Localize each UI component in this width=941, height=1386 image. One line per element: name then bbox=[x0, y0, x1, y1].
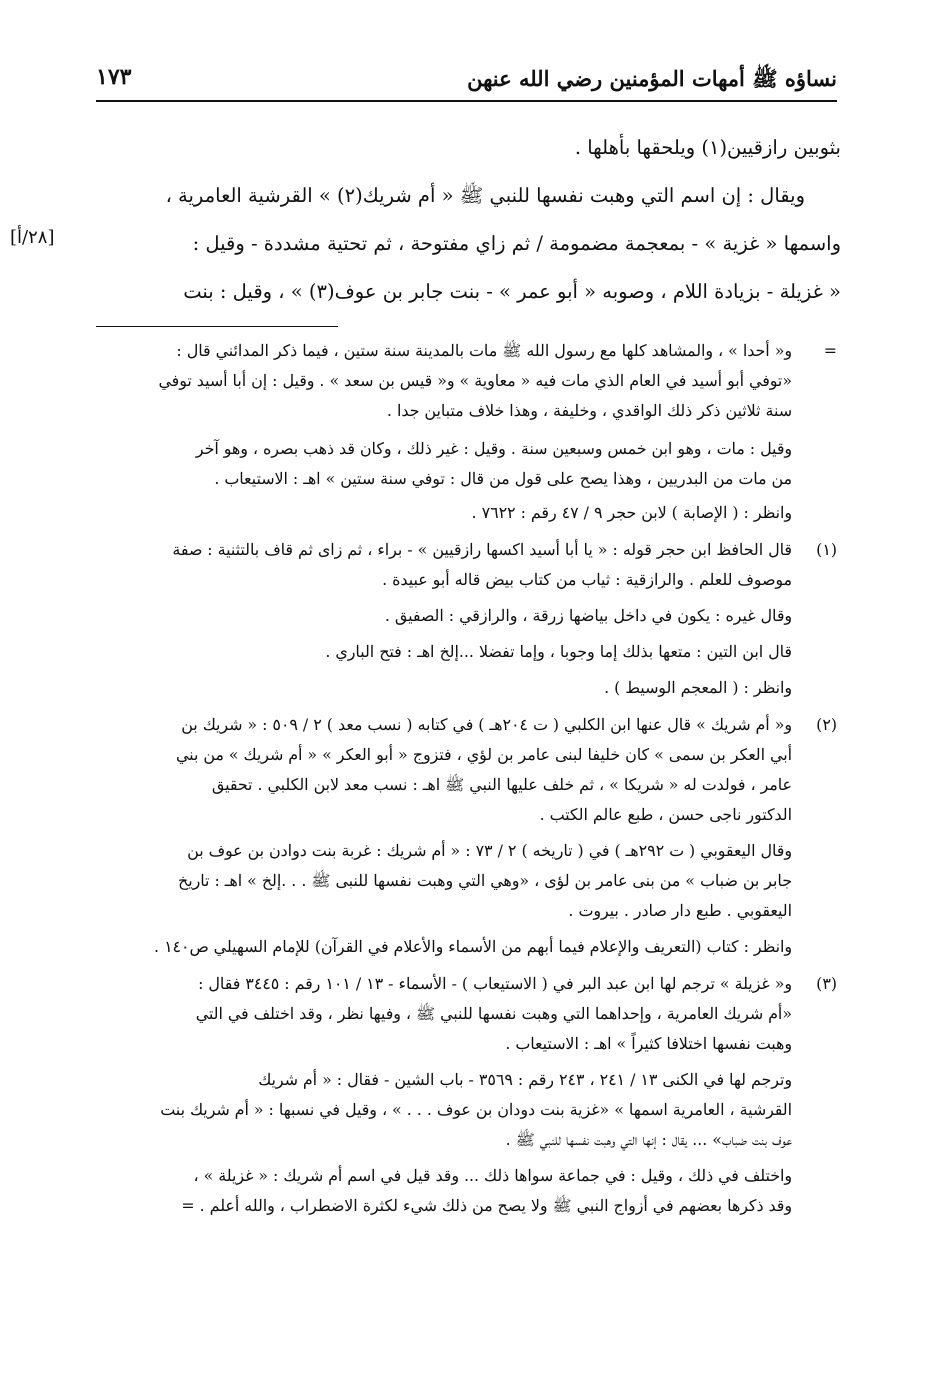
footnote-paragraph bbox=[96, 710, 792, 830]
footnote-paragraph bbox=[96, 836, 792, 926]
footnote-line: وترجم لها في الكنى ١٣ / ٢٤١ ، ٢٤٣ رقم : ٣٥٦٩ - باب الشين - فقال : « أم شريك bbox=[258, 1070, 792, 1089]
footnote-paragraph bbox=[96, 969, 792, 1059]
footnote-line: «توفي أبو أسيد في العام الذي مات فيه « معاوية » و« قيس بن سعد » . وقيل : إن أبا أسيد توفي bbox=[158, 371, 792, 390]
main-line-1: بثوبين رازقيين(١) ويلحقها بأهلها . bbox=[574, 136, 841, 159]
footnote-line: وقال غيره : يكون في داخل بياضها زرقة ، والرازقي : الصفيق . bbox=[384, 606, 792, 625]
footnote-number: (٢) bbox=[816, 715, 837, 734]
footnote-paragraph bbox=[96, 1065, 792, 1155]
footnote-line: و« غزيلة » ترجم لها ابن عبد البر في ( الاستيعاب ) - الأسماء - ١٣ / ١٠١ رقم : ٣٤٤٥ فقال : bbox=[198, 974, 792, 993]
footnote-paragraph bbox=[96, 673, 792, 703]
footnote-line: وقال اليعقوبي ( ت ٢٩٢هـ ) في ( تاريخه ) ٢ / ٧٣ : « أم شريك : غربة بنت دوادن بن عوف بن bbox=[187, 841, 792, 860]
footnote-line: الدكتور ناجى حسن ، طبع عالم الكتب . bbox=[539, 805, 792, 824]
footnote-line: وهبت نفسها اختلافا كثيراً » اهـ : الاستيعاب . bbox=[505, 1034, 792, 1053]
footnote-line: وقيل : مات ، وهو ابن خمس وسبعين سنة . وقيل : غير ذلك ، وكان قد ذهب بصره ، وهو آخر bbox=[195, 439, 792, 458]
footnote-line: موصوف للعلم . والرازقية : ثياب من كتاب بيض قاله أبو عبيدة . bbox=[382, 570, 792, 589]
footnote-line: سنة ثلاثين ذكر ذلك الواقدي ، وخليفة ، وهذا خلاف متباين جدا . bbox=[386, 401, 792, 420]
footnote-line: من مات من البدريين ، وهذا يصح على قول من قال : توفي سنة ستين » اهـ : الاستيعاب . bbox=[214, 469, 792, 488]
header-title: نساؤه ﷺ أمهات المؤمنين رضي الله عنهن bbox=[467, 66, 837, 91]
manuscript-folio-reference: [٢٨/أ] bbox=[10, 227, 55, 248]
footnote-line: وانظر : ( الإصابة ) لابن حجر ٩ / ٤٧ رقم : ٧٦٢٢ . bbox=[471, 503, 792, 522]
footnote-paragraph bbox=[96, 434, 792, 494]
footnote-line: جابر بن ضباب » من بنى عامر بن لؤى ، «وهي التي وهبت نفسها للنبى ﷺ . . .إلخ » اهـ : تاريخ bbox=[178, 871, 792, 890]
footnote-2 bbox=[96, 710, 837, 962]
footnote-continuation bbox=[96, 336, 837, 528]
footnote-line: واختلف في ذلك ، وقيل : في جماعة سواها ذلك ... وقد قيل في اسم أم شريك : « غزيلة » ، bbox=[193, 1166, 792, 1185]
footnote-number: (٣) bbox=[816, 974, 837, 993]
footnote-line: و« أم شريك » قال عنها ابن الكلبي ( ت ٢٠٤هـ ) في كتابه ( نسب معد ) ٢ / ٥٠٩ : « شريك بن bbox=[181, 715, 792, 734]
footnotes bbox=[96, 336, 837, 1228]
main-text bbox=[96, 124, 841, 316]
footnote-line: القرشية ، العامرية اسمها » «غزية بنت دودان بن عوف . . . » ، وقيل في نسبها : « أم شريك بنت bbox=[160, 1100, 792, 1119]
footnote-line: قال ابن التين : متعها بذلك إما وجوبا ، وإما تفضلا ...إلخ اهـ : فتح الباري . bbox=[325, 642, 792, 661]
footnote-paragraph bbox=[96, 601, 792, 631]
footnote-3 bbox=[96, 969, 837, 1221]
footnote-paragraph bbox=[96, 637, 792, 667]
continuation-marker: = bbox=[823, 341, 837, 360]
footnote-paragraph bbox=[96, 535, 792, 595]
footnote-separator bbox=[96, 326, 338, 327]
running-header bbox=[96, 62, 837, 102]
footnote-line: «أم شريك العامرية ، وإحداهما التي وهبت نفسها للنبي ﷺ ، وفيها نظر ، وقد اختلف في التي bbox=[195, 1004, 792, 1023]
footnote-line: وانظر : كتاب (التعريف والإعلام فيما أبهم من الأسماء والأعلام في القرآن) للإمام السهيلي ص١٤٠ . bbox=[154, 937, 792, 956]
footnote-number: (١) bbox=[816, 540, 837, 559]
footnote-paragraph bbox=[96, 336, 792, 426]
footnote-line: و« أحدا » ، والمشاهد كلها مع رسول الله ﷺ مات بالمدينة سنة ستين ، فيما ذكر المدائني قال : bbox=[176, 341, 792, 360]
footnote-line: وقد ذكرها بعضهم في أزواج النبي ﷺ ولا يصح من ذلك شيء لكثرة الاضطراب ، والله أعلم . = bbox=[181, 1196, 792, 1215]
main-line-3: واسمها « غزية » - بمعجمة مضمومة / ثم زاي مفتوحة ، ثم تحتية مشددة - وقيل : bbox=[192, 232, 841, 255]
footnote-paragraph bbox=[96, 1161, 792, 1221]
footnote-line: أبي العكر بن سمى » كان خليفا لبنى عامر بن لؤي ، فتزوج « أبو العكر » « أم شريك » من بني bbox=[176, 745, 792, 764]
footnote-line: وانظر : ( المعجم الوسيط ) . bbox=[604, 678, 792, 697]
footnote-line: عوف بنت ضباب» ... يقال : إنها التي وهبت نفسها للنبي ﷺ . bbox=[505, 1130, 792, 1149]
footnote-line: اليعقوبي . طبع دار صادر . بيروت . bbox=[568, 901, 792, 920]
page-number: ١٧٣ bbox=[96, 64, 132, 90]
footnote-line: عامر ، فولدت له « شريكا » ، ثم خلف عليها النبي ﷺ اهـ : نسب معد لابن الكلبي . تحقيق bbox=[211, 775, 792, 794]
footnote-1 bbox=[96, 535, 837, 703]
main-line-2: ويقال : إن اسم التي وهبت نفسها للنبي ﷺ « أم شريك(٢) » القرشية العامرية ، bbox=[165, 184, 805, 207]
footnote-paragraph bbox=[96, 932, 792, 962]
main-line-4: « غزيلة - بزيادة اللام ، وصوبه « أبو عمر » - بنت جابر بن عوف(٣) » ، وقيل : بنت bbox=[183, 280, 841, 303]
footnote-line: قال الحافظ ابن حجر قوله : « يا أبا أسيد اكسها رازقيين » - براء ، ثم زاى ثم قاف بالتثنية : صفة bbox=[172, 540, 792, 559]
footnote-paragraph bbox=[96, 498, 792, 528]
